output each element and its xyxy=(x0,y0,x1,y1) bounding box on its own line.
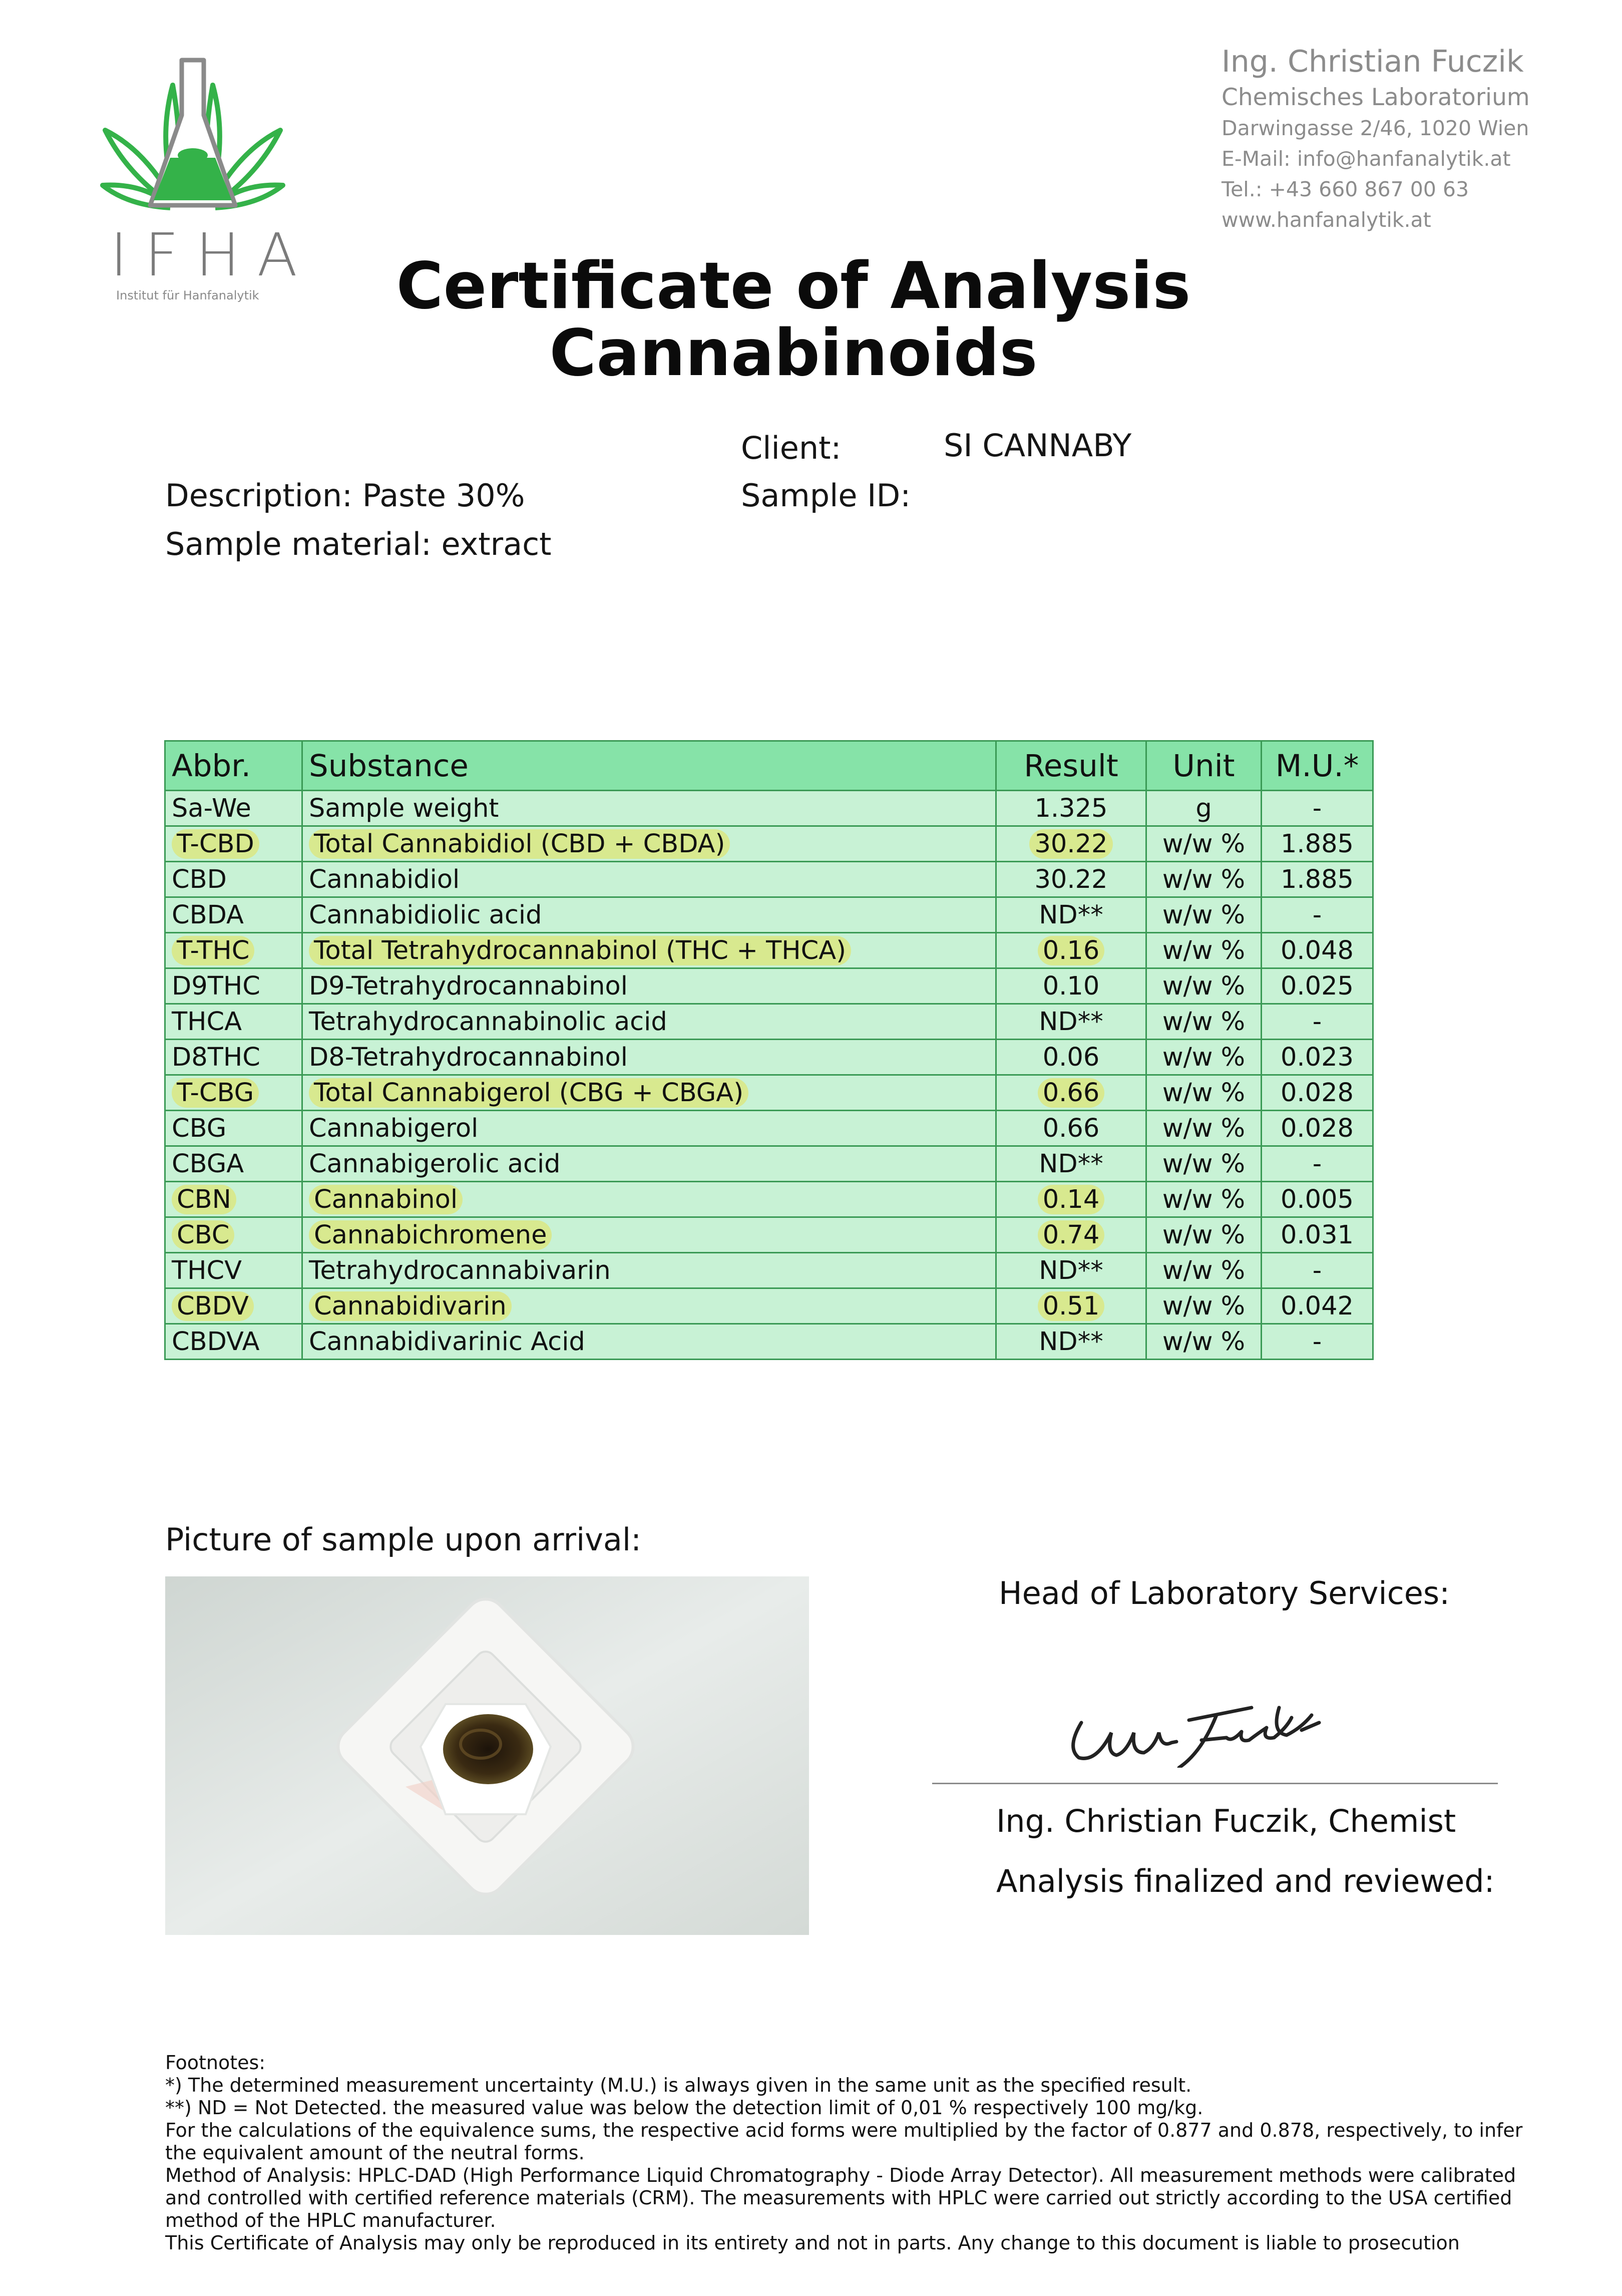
sample-photo xyxy=(165,1576,809,1935)
cell-abbr: D8THC xyxy=(165,1040,302,1075)
header-mu: M.U.* xyxy=(1262,741,1373,791)
footnotes xyxy=(165,2052,1532,2254)
cell-mu: - xyxy=(1262,1253,1373,1288)
cell-substance: Cannabidiol xyxy=(302,862,996,897)
cell-result: ND** xyxy=(996,1146,1146,1182)
table-row xyxy=(165,1288,1373,1324)
table-header-row xyxy=(165,741,1373,791)
picture-label: Picture of sample upon arrival: xyxy=(165,1521,642,1558)
cell-substance xyxy=(302,1182,996,1217)
cell-result: ND** xyxy=(996,1324,1146,1360)
cell-unit: w/w % xyxy=(1146,1182,1262,1217)
highlight-mark: CBC xyxy=(172,1220,234,1250)
cell-unit: w/w % xyxy=(1146,1253,1262,1288)
cell-result xyxy=(996,1182,1146,1217)
table-row xyxy=(165,1146,1373,1182)
document-title xyxy=(0,249,1587,391)
cell-unit: w/w % xyxy=(1146,1288,1262,1324)
table-row xyxy=(165,1075,1373,1111)
cell-result: 30.22 xyxy=(996,862,1146,897)
cell-result: ND** xyxy=(996,1004,1146,1040)
cell-abbr xyxy=(165,826,302,862)
cell-result xyxy=(996,1075,1146,1111)
cell-abbr: CBG xyxy=(165,1111,302,1146)
cell-result: ND** xyxy=(996,897,1146,933)
table-row xyxy=(165,1111,1373,1146)
sample-id-label: Sample ID: xyxy=(741,477,911,514)
footnote-mu: *) The determined measurement uncertainty (M.U.) is always given in the same unit as the specified result. xyxy=(165,2074,1192,2096)
cell-mu: - xyxy=(1262,897,1373,933)
cell-unit: w/w % xyxy=(1146,933,1262,968)
table-row xyxy=(165,1324,1373,1360)
cell-mu: 0.042 xyxy=(1262,1288,1373,1324)
footnotes-heading: Footnotes: xyxy=(165,2052,266,2074)
highlight-mark: Cannabinol xyxy=(309,1185,463,1214)
cell-abbr xyxy=(165,933,302,968)
cell-unit: w/w % xyxy=(1146,1324,1262,1360)
highlight-mark: Cannabidivarin xyxy=(309,1291,512,1321)
cell-result: ND** xyxy=(996,1253,1146,1288)
highlight-mark: 0.51 xyxy=(1038,1291,1105,1321)
cell-result: 0.66 xyxy=(996,1111,1146,1146)
cell-substance: Tetrahydrocannabinolic acid xyxy=(302,1004,996,1040)
cell-unit: w/w % xyxy=(1146,1075,1262,1111)
cell-substance xyxy=(302,1217,996,1253)
cell-substance: Tetrahydrocannabivarin xyxy=(302,1253,996,1288)
cell-substance xyxy=(302,1288,996,1324)
table-row xyxy=(165,862,1373,897)
cell-mu: 0.028 xyxy=(1262,1075,1373,1111)
highlight-mark: T-THC xyxy=(172,936,254,965)
cell-mu: - xyxy=(1262,1324,1373,1360)
cell-result: 1.325 xyxy=(996,791,1146,826)
table-body xyxy=(165,791,1373,1360)
signature-heading: Head of Laboratory Services: xyxy=(999,1575,1450,1611)
client-label: Client: xyxy=(741,430,842,466)
lab-phone: Tel.: +43 660 867 00 63 xyxy=(1222,177,1469,201)
highlight-mark: T-CBD xyxy=(172,829,259,859)
cell-unit: w/w % xyxy=(1146,862,1262,897)
header-abbr: Abbr. xyxy=(165,741,302,791)
cell-abbr: CBGA xyxy=(165,1146,302,1182)
cell-abbr xyxy=(165,1182,302,1217)
cell-abbr: CBDVA xyxy=(165,1324,302,1360)
lab-subtitle: Chemisches Laboratorium xyxy=(1222,84,1530,111)
cell-substance: D9-Tetrahydrocannabinol xyxy=(302,968,996,1004)
cell-unit: w/w % xyxy=(1146,1004,1262,1040)
cell-unit: w/w % xyxy=(1146,897,1262,933)
cell-abbr: CBD xyxy=(165,862,302,897)
cell-mu: 0.025 xyxy=(1262,968,1373,1004)
cell-result xyxy=(996,826,1146,862)
highlight-mark: 0.74 xyxy=(1038,1220,1105,1250)
cell-abbr: CBDA xyxy=(165,897,302,933)
cell-result xyxy=(996,933,1146,968)
cell-result xyxy=(996,1288,1146,1324)
footnote-nd: **) ND = Not Detected. the measured value was below the detection limit of 0,01 % respectively 100 mg/kg. xyxy=(165,2097,1203,2119)
results-table xyxy=(164,740,1374,1360)
cell-unit: w/w % xyxy=(1146,1111,1262,1146)
cell-result xyxy=(996,1217,1146,1253)
cell-substance: Cannabidivarinic Acid xyxy=(302,1324,996,1360)
cell-abbr: THCA xyxy=(165,1004,302,1040)
lab-address: Darwingasse 2/46, 1020 Wien xyxy=(1222,116,1529,140)
cell-substance: Sample weight xyxy=(302,791,996,826)
lab-website: www.hanfanalytik.at xyxy=(1222,208,1431,232)
sample-material: Sample material: extract xyxy=(165,526,552,562)
cell-mu: 0.005 xyxy=(1262,1182,1373,1217)
lab-email: E-Mail: info@hanfanalytik.at xyxy=(1222,147,1511,171)
cell-mu: 0.028 xyxy=(1262,1111,1373,1146)
cell-substance: Cannabigerolic acid xyxy=(302,1146,996,1182)
cell-unit: w/w % xyxy=(1146,1040,1262,1075)
highlight-mark: CBDV xyxy=(172,1291,254,1321)
footnote-method: Method of Analysis: HPLC-DAD (High Performance Liquid Chromatography - Diode Array Detector). All measurement methods were calibrated and controlled with certified reference materials (CRM). The measurements with HPLC were carried out strictly according to the USA certified method of the HPLC manufacturer. xyxy=(165,2164,1516,2231)
cell-abbr xyxy=(165,1075,302,1111)
header-unit: Unit xyxy=(1146,741,1262,791)
cannabis-flask-icon xyxy=(98,55,288,225)
cell-substance: Cannabigerol xyxy=(302,1111,996,1146)
cell-abbr: Sa-We xyxy=(165,791,302,826)
cell-unit: w/w % xyxy=(1146,1146,1262,1182)
highlight-mark: 0.14 xyxy=(1038,1185,1105,1214)
table-row xyxy=(165,1217,1373,1253)
footnote-reproduction: This Certificate of Analysis may only be reproduced in its entirety and not in parts. Any change to this document is liable to prosecution xyxy=(165,2232,1460,2254)
lab-header xyxy=(1222,41,1530,235)
table-row xyxy=(165,1004,1373,1040)
cell-mu: - xyxy=(1262,1146,1373,1182)
cell-unit: w/w % xyxy=(1146,968,1262,1004)
table-row xyxy=(165,1182,1373,1217)
table-row xyxy=(165,826,1373,862)
signature-handwriting xyxy=(1051,1668,1352,1768)
table-row xyxy=(165,1040,1373,1075)
cell-unit: g xyxy=(1146,791,1262,826)
footnote-equivalence: For the calculations of the equivalence sums, the respective acid forms were multiplied by the factor of 0.877 and 0.878, respectively, to infer the equivalent amount of the neutral forms. xyxy=(165,2119,1523,2164)
logo-subtitle: Institut für Hanfanalytik xyxy=(116,288,259,302)
highlight-mark: T-CBG xyxy=(172,1078,259,1108)
highlight-mark: 30.22 xyxy=(1029,829,1112,859)
highlight-mark: Cannabichromene xyxy=(309,1220,552,1250)
title-line-1: Certificate of Analysis xyxy=(396,249,1191,323)
highlight-mark: 0.16 xyxy=(1038,936,1105,965)
cell-mu: 0.048 xyxy=(1262,933,1373,968)
cell-substance xyxy=(302,1075,996,1111)
highlight-mark: 0.66 xyxy=(1038,1078,1105,1108)
title-line-2: Cannabinoids xyxy=(549,316,1038,391)
cell-unit: w/w % xyxy=(1146,1217,1262,1253)
logo-wordmark: IFHA xyxy=(110,220,315,289)
cell-mu: 0.031 xyxy=(1262,1217,1373,1253)
cell-result: 0.06 xyxy=(996,1040,1146,1075)
cell-substance: Cannabidiolic acid xyxy=(302,897,996,933)
cell-substance xyxy=(302,933,996,968)
header-result: Result xyxy=(996,741,1146,791)
client-value: SI CANNABY xyxy=(944,427,1132,464)
lab-name: Ing. Christian Fuczik xyxy=(1222,44,1524,79)
highlight-mark: Total Tetrahydrocannabinol (THC + THCA) xyxy=(309,936,851,965)
cell-mu: 1.885 xyxy=(1262,826,1373,862)
cell-result: 0.10 xyxy=(996,968,1146,1004)
cell-unit: w/w % xyxy=(1146,826,1262,862)
analysis-status: Analysis finalized and reviewed: xyxy=(996,1863,1495,1899)
table-row xyxy=(165,968,1373,1004)
cell-abbr xyxy=(165,1288,302,1324)
signature-line xyxy=(932,1783,1498,1784)
cell-abbr: D9THC xyxy=(165,968,302,1004)
sample-description: Description: Paste 30% xyxy=(165,477,525,514)
cell-substance: D8-Tetrahydrocannabinol xyxy=(302,1040,996,1075)
cell-mu: 0.023 xyxy=(1262,1040,1373,1075)
cell-mu: - xyxy=(1262,791,1373,826)
cell-mu: - xyxy=(1262,1004,1373,1040)
cell-mu: 1.885 xyxy=(1262,862,1373,897)
cell-abbr: THCV xyxy=(165,1253,302,1288)
table-row xyxy=(165,791,1373,826)
header-substance: Substance xyxy=(302,741,996,791)
highlight-mark: Total Cannabidiol (CBD + CBDA) xyxy=(309,829,730,859)
table-row xyxy=(165,897,1373,933)
highlight-mark: Total Cannabigerol (CBG + CBGA) xyxy=(309,1078,748,1108)
highlight-mark: CBN xyxy=(172,1185,236,1214)
cell-abbr xyxy=(165,1217,302,1253)
table-row xyxy=(165,933,1373,968)
cell-substance xyxy=(302,826,996,862)
table-row xyxy=(165,1253,1373,1288)
signatory-name: Ing. Christian Fuczik, Chemist xyxy=(996,1803,1456,1839)
